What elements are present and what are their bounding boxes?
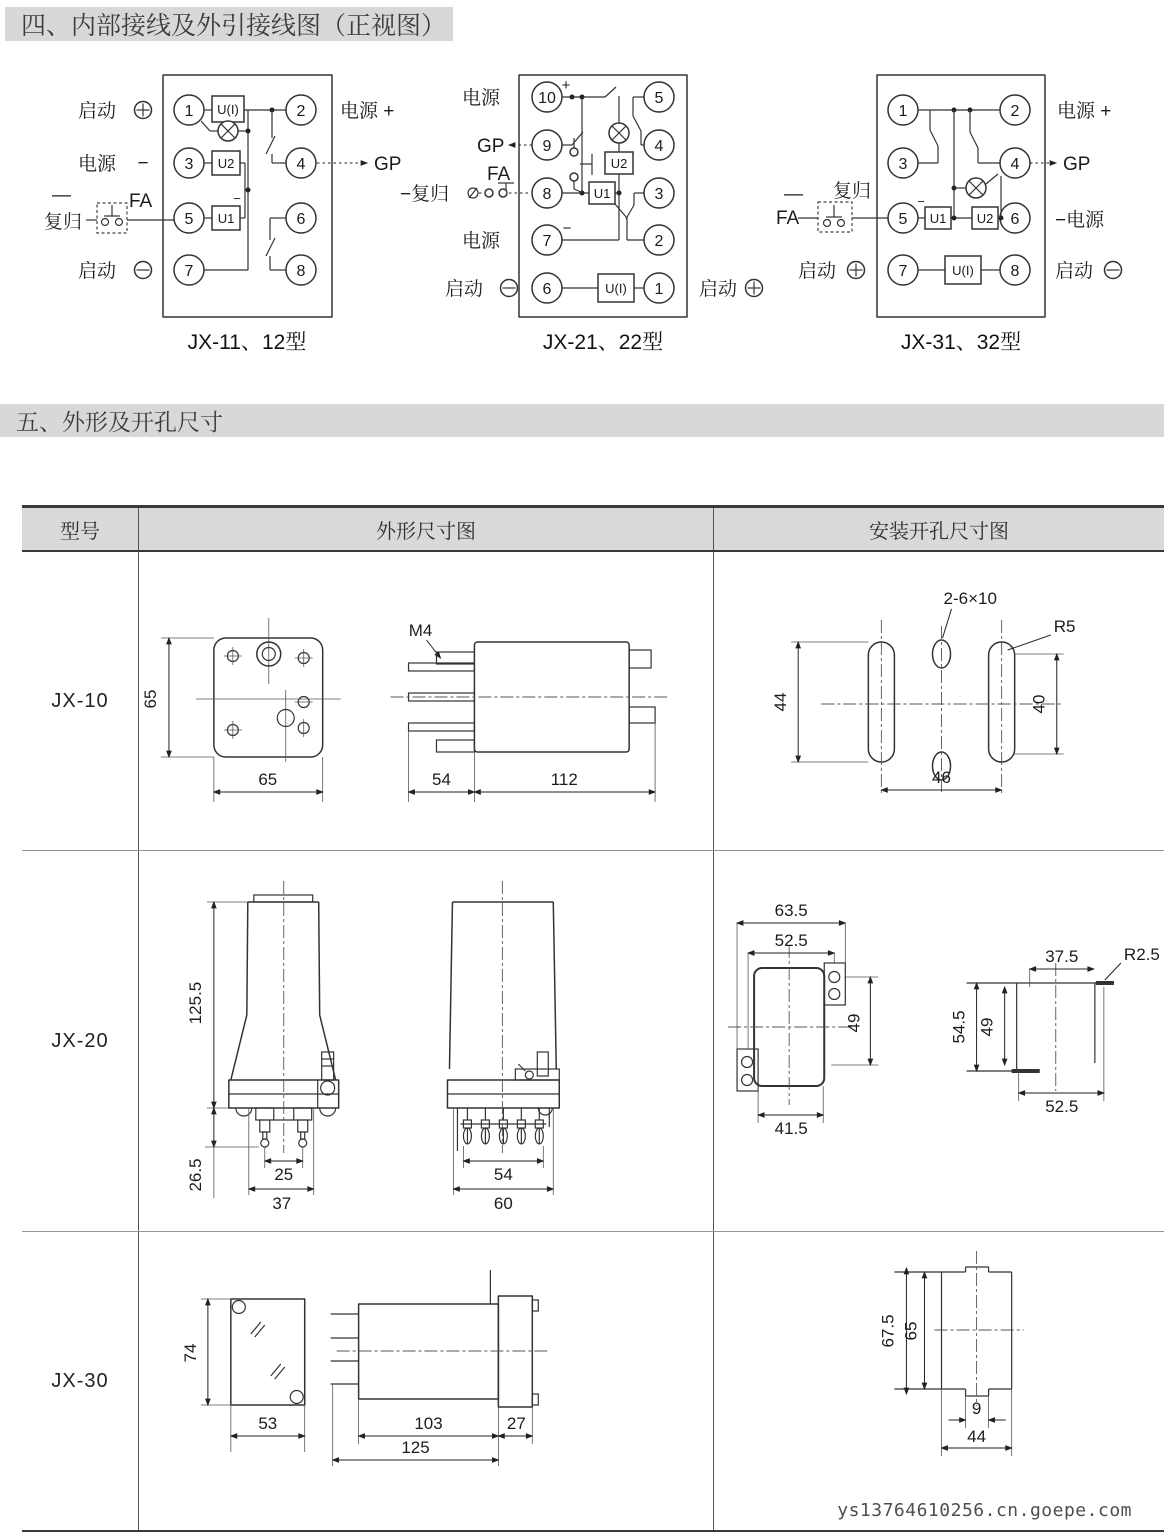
- gp-label: GP: [1063, 154, 1091, 175]
- plus-mark: +: [561, 77, 571, 94]
- dim-74: 74: [180, 1343, 200, 1363]
- diagram-caption: JX-11、12型: [187, 331, 307, 354]
- header-outline: 外形尺寸图: [138, 508, 713, 550]
- coil-u1-label: U1: [929, 211, 947, 226]
- start-label: 启动: [798, 261, 837, 282]
- power-plus-label: 电源 +: [1057, 101, 1112, 122]
- reset-label: 复归: [833, 181, 872, 202]
- model-label: JX-30: [51, 1369, 109, 1392]
- pin-number: 5: [898, 211, 908, 228]
- start-label: 启动: [699, 279, 738, 300]
- coil-ui-label: U(I): [952, 263, 974, 278]
- minus-mark: −: [137, 153, 149, 174]
- header-model: 型号: [60, 520, 100, 543]
- minus-polarity-icon: [501, 280, 518, 297]
- fa-label: FA: [129, 191, 153, 212]
- pin-number: 6: [542, 281, 552, 298]
- coil-u2-label: U2: [217, 156, 235, 171]
- start-label: 启动: [1055, 261, 1094, 282]
- power-label: 电源: [462, 88, 501, 109]
- pin-number: 1: [184, 103, 194, 120]
- minus-mark: −: [917, 194, 925, 209]
- table-row: [22, 851, 1164, 1232]
- pin-number: 6: [1010, 211, 1020, 228]
- dim-54-5: 54.5: [949, 1010, 969, 1044]
- minus-mark: −: [562, 220, 572, 237]
- pin-number: 5: [654, 90, 664, 107]
- pin-number: 8: [542, 186, 552, 203]
- polarity-minus-mark: −: [233, 191, 241, 206]
- table-row: [22, 1232, 1164, 1530]
- m4-label: M4: [408, 620, 433, 641]
- section-5-title: 五、外形及开孔尺寸: [16, 409, 223, 435]
- dim-9: 9: [971, 1399, 982, 1418]
- radius-label: R5: [1053, 617, 1076, 636]
- pin-number: 2: [1010, 103, 1020, 120]
- wiring-diagrams-figure: [0, 55, 1164, 385]
- dim-125: 125: [401, 1437, 430, 1458]
- mounting-holes: [224, 642, 313, 739]
- dim-53: 53: [258, 1413, 278, 1434]
- pin-number: 7: [542, 233, 552, 250]
- dash-mark: —: [52, 185, 71, 206]
- pin-number: 2: [654, 233, 664, 250]
- coil-ui-label: U(I): [605, 281, 627, 296]
- pin-number: 1: [654, 281, 664, 298]
- dim-41-5: 41.5: [774, 1119, 808, 1138]
- reset-label: 复归: [44, 212, 83, 233]
- radius-label: R2.5: [1123, 945, 1160, 964]
- jx10-mounting-drawing: [713, 552, 1164, 850]
- pin-number: 8: [296, 263, 306, 280]
- jx30-front-view: [231, 1299, 305, 1405]
- pin-number: 8: [1010, 263, 1020, 280]
- fa-label: FA: [776, 208, 800, 229]
- diagram-jx21-22: [400, 75, 763, 354]
- jx20-cutout-view: [728, 945, 853, 1105]
- jx20-side-view: [447, 881, 559, 1153]
- power-minus-label: −电源: [1055, 210, 1105, 231]
- dim-width: 65: [258, 769, 278, 790]
- dim-103: 103: [414, 1413, 443, 1434]
- coil-u1-label: U1: [217, 211, 235, 226]
- jx30-mounting-drawing: [713, 1232, 1164, 1530]
- coil-u2-label: U2: [976, 211, 994, 226]
- diagram-jx11-12: [44, 75, 401, 354]
- power-plus-label: 电源 +: [340, 101, 395, 122]
- reset-pushbutton-icon: [818, 202, 852, 232]
- dim-40: 40: [1029, 694, 1049, 714]
- jx10-outline-drawing: [138, 552, 713, 850]
- pin-number: 4: [1010, 156, 1020, 173]
- model-label: JX-10: [51, 689, 109, 712]
- pin-number: 1: [898, 103, 908, 120]
- pin-number: 3: [184, 156, 194, 173]
- dim-52-5: 52.5: [774, 931, 808, 950]
- jx30-side-view: [331, 1270, 551, 1407]
- jx20-front-view: [229, 881, 339, 1153]
- dim-52-5: 52.5: [1045, 1097, 1079, 1116]
- section-4-title: 四、内部接线及外引接线图（正视图）: [21, 12, 447, 40]
- start-label: 启动: [445, 279, 484, 300]
- plus-polarity-icon: [746, 280, 763, 297]
- table-row: [22, 552, 1164, 851]
- fa-label: FA: [487, 164, 511, 185]
- dim-46: 46: [932, 768, 951, 787]
- start-label: 启动: [78, 261, 117, 282]
- reset-pushbutton-icon: [97, 203, 127, 233]
- section-4-header: [5, 7, 453, 41]
- dash-mark: —: [784, 184, 803, 205]
- start-label: 启动: [78, 101, 117, 122]
- lamp-icon: [966, 178, 986, 198]
- power-label: 电源: [78, 154, 117, 175]
- table-header-row: [22, 508, 1164, 552]
- dim-112: 112: [550, 769, 578, 790]
- gp-label: GP: [374, 154, 402, 175]
- terminal-pins: [463, 1108, 543, 1144]
- dim-44: 44: [967, 1427, 987, 1446]
- pin-number: 3: [898, 156, 908, 173]
- lamp-icon: [609, 123, 629, 143]
- dimensions-table: [22, 505, 1164, 1532]
- reset-pushbutton-icon: [468, 183, 530, 198]
- pin-number: 5: [184, 211, 194, 228]
- dim-25: 25: [274, 1164, 294, 1185]
- jx30-outline-drawing: [138, 1232, 713, 1530]
- dim-49: 49: [844, 1013, 864, 1033]
- minus-polarity-icon: [135, 262, 152, 279]
- header-mounting: 安装开孔尺寸图: [713, 508, 1164, 550]
- jx20-mounting-drawing: [713, 851, 1164, 1231]
- dim-49: 49: [977, 1017, 997, 1037]
- plus-polarity-icon: [848, 262, 865, 279]
- dim-54: 54: [432, 769, 451, 790]
- dim-54: 54: [493, 1164, 513, 1185]
- pin-number: 7: [898, 263, 908, 280]
- coil-u2-label: U2: [610, 156, 628, 171]
- pin-number: 3: [654, 186, 664, 203]
- model-label: JX-20: [51, 1029, 109, 1052]
- diagram-caption: JX-31、32型: [900, 331, 1022, 354]
- minus-polarity-icon: [1105, 262, 1122, 279]
- reset-label: −复归: [400, 184, 450, 205]
- coil-ui-label: U(I): [217, 102, 239, 117]
- internal-wiring: [201, 108, 286, 271]
- dim-26-5: 26.5: [185, 1158, 205, 1192]
- power-label: 电源: [462, 231, 501, 252]
- pin-number: 10: [538, 90, 556, 107]
- dim-height: 65: [140, 689, 160, 709]
- diagram-caption: JX-21、22型: [542, 331, 664, 354]
- pin-number: 4: [296, 156, 306, 173]
- internal-wiring: [918, 108, 1004, 271]
- dim-125-5: 125.5: [185, 981, 205, 1025]
- dim-37: 37: [272, 1193, 292, 1214]
- pin-number: 7: [184, 263, 194, 280]
- lamp-icon: [218, 121, 238, 141]
- pin-number: 2: [296, 103, 306, 120]
- pin-number: 9: [542, 138, 552, 155]
- pin-number: 6: [296, 211, 306, 228]
- plus-polarity-icon: [135, 102, 152, 119]
- dim-27: 27: [506, 1413, 526, 1434]
- hole-count-label: 2-6×10: [943, 589, 997, 608]
- pin-number: 4: [654, 138, 664, 155]
- dim-65: 65: [901, 1321, 921, 1341]
- diagram-jx31-32: [776, 75, 1122, 354]
- section-5-header: [0, 404, 1164, 437]
- dim-60: 60: [493, 1193, 513, 1214]
- coil-u1-label: U1: [593, 186, 611, 201]
- watermark: ys13764610256.cn.goepe.com: [837, 1500, 1132, 1521]
- dim-63-5: 63.5: [774, 901, 808, 920]
- gp-label: GP: [477, 136, 505, 157]
- dim-37-5: 37.5: [1045, 947, 1079, 966]
- dim-67-5: 67.5: [878, 1314, 898, 1348]
- jx20-outline-drawing: [138, 851, 713, 1231]
- dim-44: 44: [771, 692, 791, 712]
